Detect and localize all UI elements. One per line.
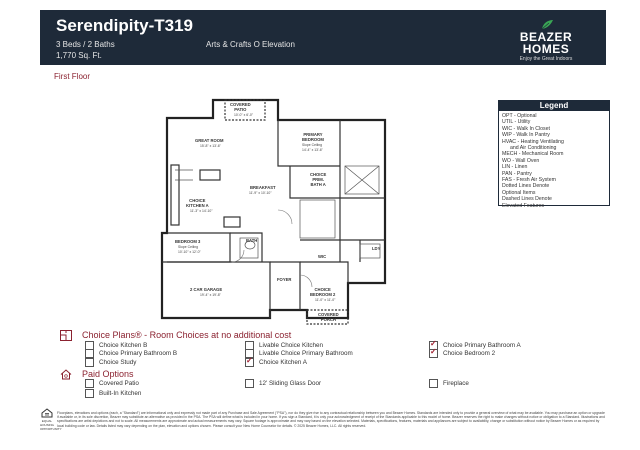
checkbox[interactable]: [85, 389, 94, 398]
covered-porch-label: COVERED PORCH: [318, 312, 339, 322]
legend-list: [499, 111, 609, 211]
option-sliding-glass-door[interactable]: [245, 379, 321, 388]
equal-housing-icon: [41, 408, 53, 418]
foyer-label: FOYER: [277, 277, 292, 282]
legend-item: LIN - Linen: [502, 164, 528, 171]
bedroom3-dimensions: 10'-10" x 12'-0": [178, 250, 201, 254]
option-choice-study[interactable]: [85, 358, 136, 367]
legend-item: Dashed Lines Denote: [502, 196, 552, 203]
legal-disclaimer: Floorplans, elevations and options (each, a "Standard") are informational only and expressly not made part of any Purchase and Sale Agreement ("PSA"), nor do they give rise to any contractual relationship between you and Beazer Homes. Standards are intended only to provide a general overview of what may be available. You may purchase an option or upgrade if available or, in its sole discretion, Beazer may substitute an alternative as provided in the PSA. The PSA will define what is included in your home. If you sign a Standard, it is only your acknowledgment of receipt of the Standards applicable to this model of home. Beazer reserves the right to make changes without notice or obligation to a Standard. Illustrations and specifications are artist depictions and not to scale. All measurements are approximate and actual measurements may vary. Square footage is approximate and may vary based on the elevation selected. Materials, specifications, features, materials and appliances are subject to availability, change or substitution without notice by Beazer Homes or as required by local building code or law. Details listed may vary depending on the plan, elevation and options chosen. Please consult your New Home Counselor for details. © 2025 Beazer Homes, LLC. All rights reserved.: [57, 411, 605, 428]
legend-item: FAS - Fresh Air System: [502, 177, 556, 184]
legend-item: Optional Items: [502, 189, 536, 196]
legend-title: Legend: [499, 101, 609, 111]
legend-item: and Air Conditioning: [510, 145, 557, 152]
option-built-in-kitchen[interactable]: [85, 389, 141, 398]
option-label: Choice Study: [99, 359, 137, 366]
checkbox-checked[interactable]: [245, 358, 254, 367]
legend-item: WIC - Walk In Closet: [502, 125, 550, 132]
legend-item: MECH - Mechanical Room: [502, 151, 564, 158]
great-room-label: GREAT ROOM: [195, 138, 224, 143]
legend-item: Dotted Lines Denote: [502, 183, 550, 190]
option-label: Choice Primary Bathroom A: [443, 342, 521, 349]
option-livable-choice-primary-bathroom[interactable]: [245, 349, 353, 358]
option-label: Fireplace: [443, 380, 469, 387]
equal-housing-label: EQUAL HOUSING OPPORTUNITY: [40, 419, 62, 431]
option-label: Covered Patio: [99, 380, 139, 387]
option-fireplace[interactable]: [429, 379, 469, 388]
wic-label: WIC: [318, 254, 327, 259]
primary-bedroom-dimensions: 14'-4" x 13'-6": [302, 148, 323, 152]
plan-title: Serendipity-T319: [56, 16, 193, 35]
checkbox[interactable]: [85, 358, 94, 367]
covered-patio-dimensions: 10'-0" x 6'-0": [234, 113, 253, 117]
house-icon: [60, 369, 72, 380]
legend-item: UTIL - Utility: [502, 119, 531, 126]
option-label: Livable Choice Kitchen: [259, 342, 324, 349]
brand-name: BEAZER: [519, 30, 573, 44]
choice-bedroom2-label: CHOICE BEDROOM 2: [310, 287, 336, 297]
bath-label: BATH: [246, 238, 258, 243]
garage-label: 2 CAR GARAGE: [190, 287, 223, 292]
checkbox[interactable]: [85, 379, 94, 388]
beds-baths: 3 Beds / 2 Baths: [56, 40, 115, 49]
paid-options-title: Paid Options: [82, 369, 134, 379]
brand-tagline: Enjoy the Great Indoors: [519, 56, 573, 62]
choice-kitchen-label: CHOICE KITCHEN A: [186, 198, 209, 208]
choice-kitchen-dimensions: 11'-3" x 14'-10": [190, 209, 213, 213]
equal-housing-logo: [40, 408, 62, 431]
option-choice-kitchen-a[interactable]: [245, 358, 307, 367]
legend-item: WO - Wall Oven: [502, 157, 540, 164]
option-label: Choice Kitchen A: [259, 359, 307, 366]
choice-plans-title: Choice Plans® - Room Choices at no additional cost: [82, 330, 292, 340]
elevation-name: Arts & Crafts O Elevation: [206, 40, 295, 49]
brand-name-2: HOMES: [522, 42, 570, 56]
garage-dimensions: 19'-4" x 19'-8": [200, 293, 221, 297]
breakfast-label: BREAKFAST: [250, 185, 276, 190]
option-choice-bedroom-2[interactable]: [429, 349, 495, 358]
breakfast-dimensions: 11'-9" x 10'-10": [249, 191, 272, 195]
great-room-dimensions: 15'-8" x 13'-6": [200, 144, 221, 148]
legend-item: Elevated Features: [502, 202, 545, 209]
square-footage: 1,770 Sq. Ft.: [56, 51, 102, 60]
bedroom3-ceiling: Slope Ceiling: [178, 245, 198, 249]
legend-item: WIP - Walk In Pantry: [502, 132, 550, 139]
choice-bedroom2-dimensions: 11'-0" x 11'-0": [315, 298, 336, 302]
legend-item: OPT - Optional: [502, 113, 537, 119]
choice-primary-bath-label: CHOICE PRIM. BATH A: [310, 172, 327, 187]
floor-label: First Floor: [54, 72, 90, 81]
primary-bedroom-label: PRIMARY BEDROOM: [302, 132, 324, 142]
option-label: Choice Bedroom 2: [443, 350, 496, 357]
covered-patio-label: COVERED PATIO: [230, 102, 251, 112]
checkbox[interactable]: [245, 379, 254, 388]
option-covered-patio[interactable]: [85, 379, 139, 388]
primary-bedroom-ceiling: Slope Ceiling: [302, 143, 322, 147]
option-label: Choice Primary Bathroom B: [99, 350, 178, 357]
option-label: Choice Kitchen B: [99, 342, 148, 349]
legend-item: HVAC - Heating Ventilating: [502, 138, 564, 145]
option-label: 12' Sliding Glass Door: [259, 380, 322, 387]
floorplan-icon: [60, 330, 72, 341]
laundry-label: LDY: [372, 246, 381, 251]
option-label: Built-In Kitchen: [99, 390, 142, 397]
legend-box: [498, 100, 610, 209]
option-choice-primary-bathroom-b[interactable]: [85, 349, 177, 358]
legend-item: PAN - Pantry: [502, 170, 532, 177]
option-label: Livable Choice Primary Bathroom: [259, 350, 353, 357]
checkbox-checked[interactable]: [429, 349, 438, 358]
bedroom3-label: BEDROOM 3: [175, 239, 201, 244]
checkbox[interactable]: [429, 379, 438, 388]
checkbox[interactable]: [85, 349, 94, 358]
